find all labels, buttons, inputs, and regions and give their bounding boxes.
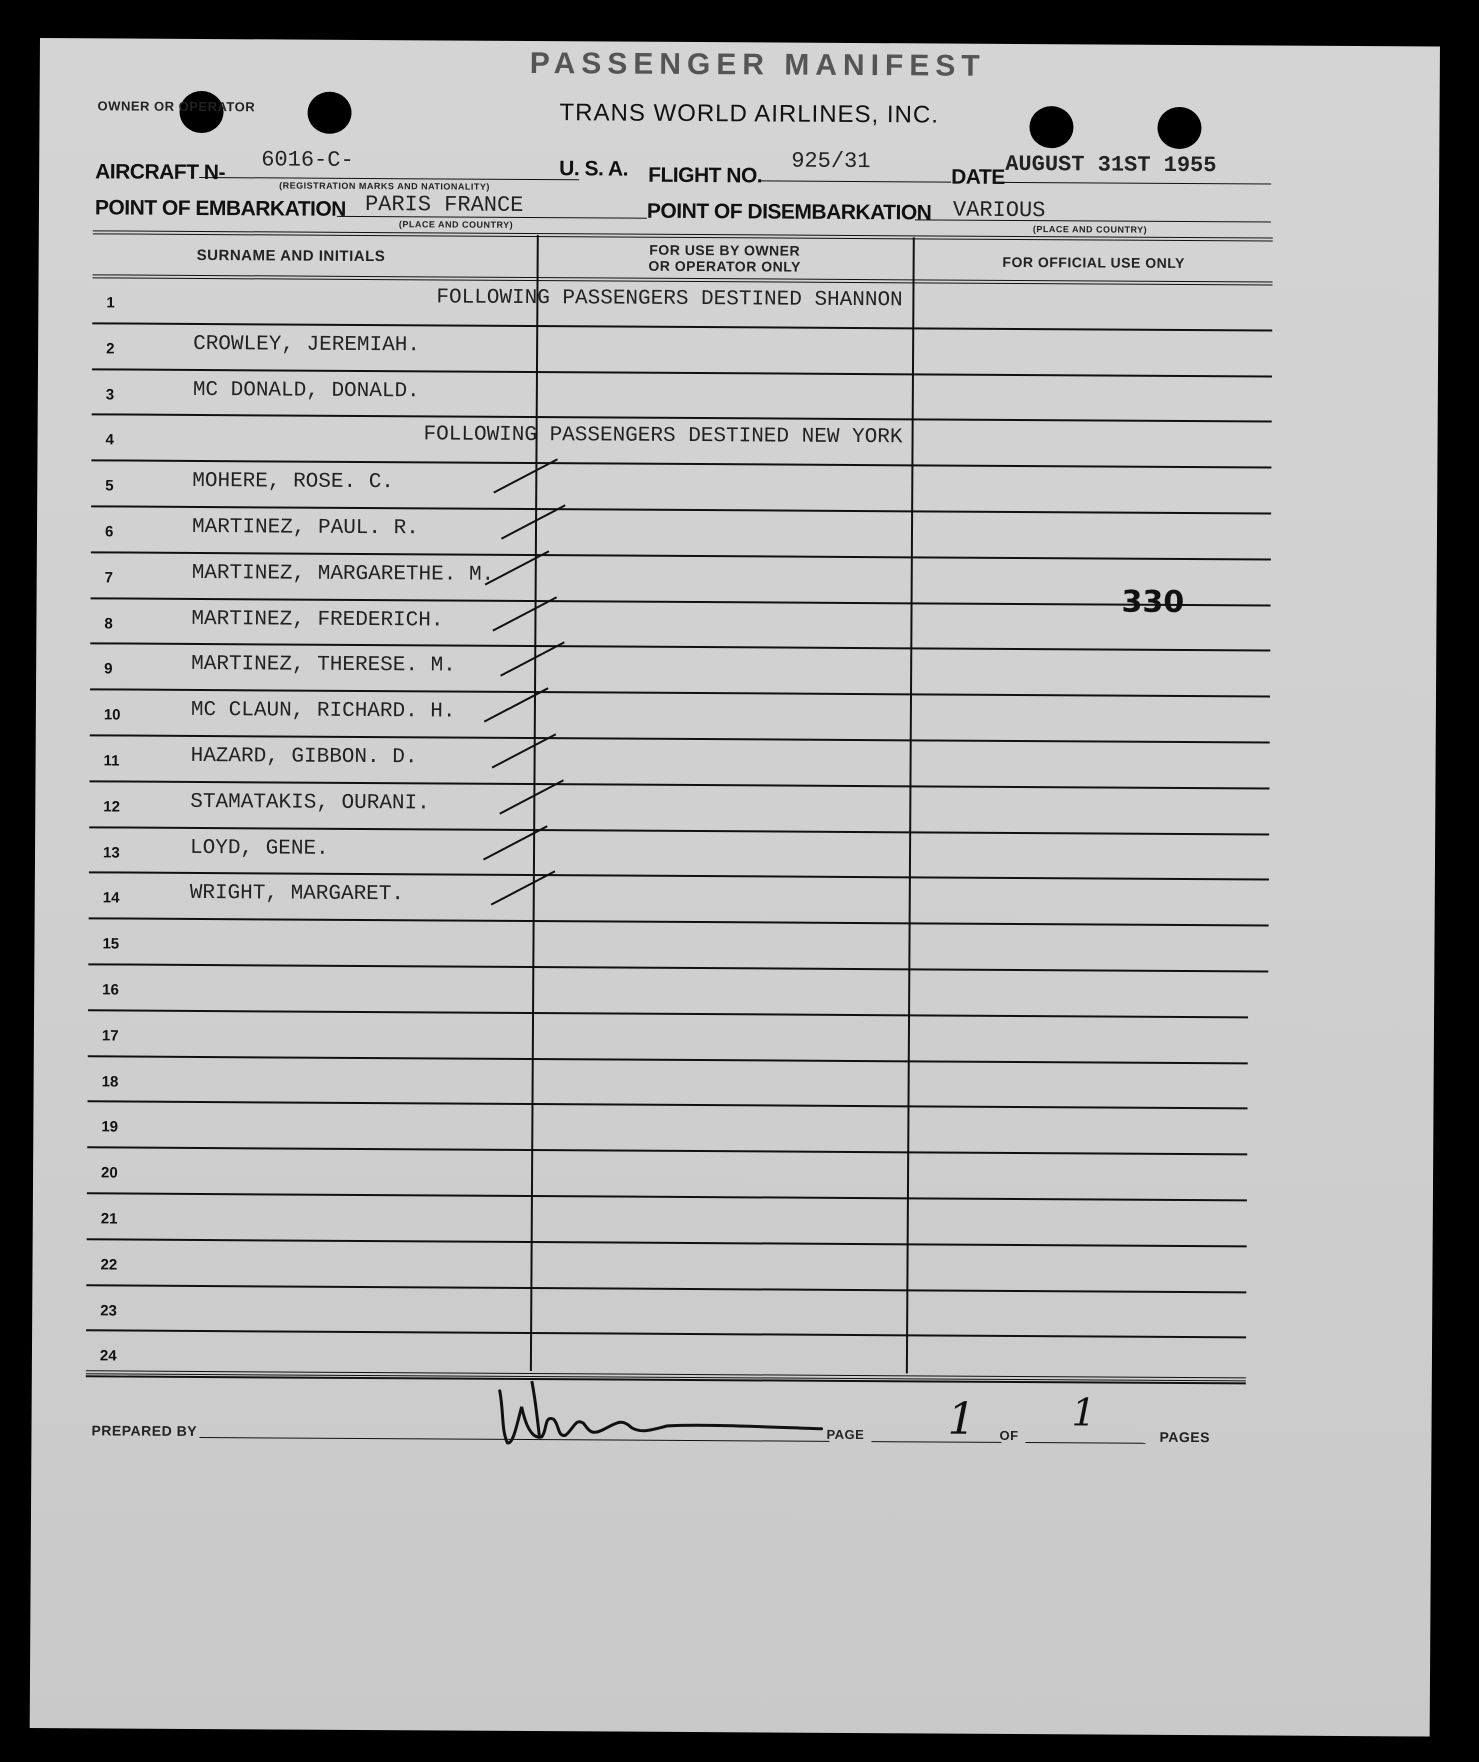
passenger-name: MARTINEZ, FREDERICH. <box>191 607 444 633</box>
registration-caption: (REGISTRATION MARKS AND NATIONALITY) <box>279 180 490 192</box>
row-rule <box>86 1284 1246 1293</box>
punch-hole <box>1029 106 1073 148</box>
embarkation-value: PARIS FRANCE <box>364 191 524 218</box>
row-number: 19 <box>101 1118 119 1136</box>
aircraft-value: 6016-C- <box>261 147 354 173</box>
row-number: 13 <box>102 843 120 862</box>
passenger-name: MARTINEZ, MARGARETHE. M. <box>191 561 495 587</box>
row-rule <box>86 1330 1246 1339</box>
row-rule <box>91 460 1271 469</box>
row-number: 15 <box>102 935 120 953</box>
official-stamp: 330 <box>1121 584 1185 620</box>
row-number: 10 <box>103 706 121 724</box>
punch-hole <box>307 92 351 134</box>
row-number: 22 <box>100 1256 118 1274</box>
row-number: 4 <box>105 431 114 449</box>
row-number: 20 <box>101 1164 118 1182</box>
row-rule <box>87 1238 1247 1247</box>
airline-name: TRANS WORLD AIRLINES, INC. <box>559 99 940 129</box>
row-rule <box>87 1146 1247 1155</box>
row-number: 5 <box>105 477 114 495</box>
row-rule <box>89 826 1269 835</box>
row-number: 18 <box>101 1072 119 1091</box>
passenger-name: HAZARD, GIBBON. D. <box>190 744 418 770</box>
row-rule <box>89 872 1269 881</box>
of-label: OF <box>999 1427 1019 1444</box>
embarkation-label: POINT OF EMBARKATION <box>94 196 346 221</box>
destination-note: FOLLOWING PASSENGERS DESTINED SHANNON <box>436 286 903 313</box>
row-number: 11 <box>103 752 120 770</box>
page-number: 1 <box>947 1393 976 1445</box>
row-rule <box>88 1055 1248 1064</box>
row-rule <box>91 597 1271 606</box>
row-number: 16 <box>102 981 119 999</box>
row-rule <box>92 322 1272 331</box>
preparer-signature <box>491 1371 831 1453</box>
passenger-name: LOYD, GENE. <box>189 836 329 861</box>
row-number: 12 <box>103 798 121 816</box>
row-number: 9 <box>104 660 113 678</box>
document-title: PASSENGER MANIFEST <box>529 46 986 83</box>
row-number: 1 <box>106 294 115 312</box>
passenger-name: STAMATAKIS, OURANI. <box>190 790 430 816</box>
row-number: 7 <box>104 569 114 587</box>
row-rule <box>87 1192 1247 1201</box>
row-rule <box>89 780 1269 789</box>
pages-label: PAGES <box>1159 1428 1211 1446</box>
disembarkation-value: VARIOUS <box>952 197 1046 224</box>
surname-column-header: SURNAME AND INITIALS <box>196 246 386 266</box>
place-caption: (PLACE AND COUNTRY) <box>398 219 514 230</box>
row-number: 14 <box>102 889 120 907</box>
disembarkation-label: POINT OF DISEMBARKATION <box>646 199 932 225</box>
passenger-name: MARTINEZ, PAUL. R. <box>191 515 419 541</box>
flight-label: FLIGHT NO. <box>648 163 763 188</box>
aircraft-label: AIRCRAFT N- <box>95 160 226 185</box>
row-rule <box>92 368 1272 377</box>
official-use-column-header: FOR OFFICIAL USE ONLY <box>1002 253 1185 271</box>
punch-hole <box>1157 107 1201 149</box>
usa-label: U. S. A. <box>559 157 629 181</box>
owner-operator-label: OWNER OR OPERATOR <box>97 98 256 115</box>
passenger-name: MC DONALD, DONALD. <box>192 378 420 403</box>
destination-note: FOLLOWING PASSENGERS DESTINED NEW YORK <box>423 423 903 450</box>
row-rule <box>90 689 1270 698</box>
row-rule <box>92 414 1272 423</box>
date-label: DATE <box>951 165 1005 189</box>
prepared-by-label: PREPARED BY <box>91 1422 198 1439</box>
passenger-name: MARTINEZ, THERESE. M. <box>191 653 456 678</box>
owner-use-column-header: FOR USE BY OWNER OR OPERATOR ONLY <box>648 241 801 275</box>
row-number: 23 <box>100 1301 117 1320</box>
flight-value: 925/31 <box>791 148 871 175</box>
row-rule <box>90 643 1270 652</box>
passenger-name: WRIGHT, MARGARET. <box>189 882 405 907</box>
row-rule <box>89 918 1269 927</box>
passenger-name: CROWLEY, JEREMIAH. <box>193 332 421 358</box>
row-number: 21 <box>100 1210 118 1228</box>
row-number: 3 <box>105 386 115 404</box>
total-pages: 1 <box>1071 1390 1096 1435</box>
row-rule <box>88 1009 1248 1018</box>
row-rule <box>90 734 1270 743</box>
row-rule <box>88 963 1268 972</box>
row-number: 6 <box>104 523 114 541</box>
passenger-name: MC CLAUN, RICHARD. H. <box>190 699 456 724</box>
date-value: AUGUST 31ST 1955 <box>1005 151 1217 179</box>
row-number: 17 <box>101 1027 119 1045</box>
page-label: PAGE <box>826 1426 865 1443</box>
row-rule <box>91 505 1271 514</box>
row-rule <box>91 551 1271 560</box>
row-rule <box>87 1101 1247 1110</box>
row-number: 8 <box>104 614 113 633</box>
row-number: 24 <box>99 1347 117 1365</box>
passenger-name: MOHERE, ROSE. C. <box>192 470 394 495</box>
place-caption-2: (PLACE AND COUNTRY) <box>1032 224 1148 235</box>
row-number: 2 <box>106 340 115 358</box>
manifest-sheet <box>30 38 1440 1737</box>
